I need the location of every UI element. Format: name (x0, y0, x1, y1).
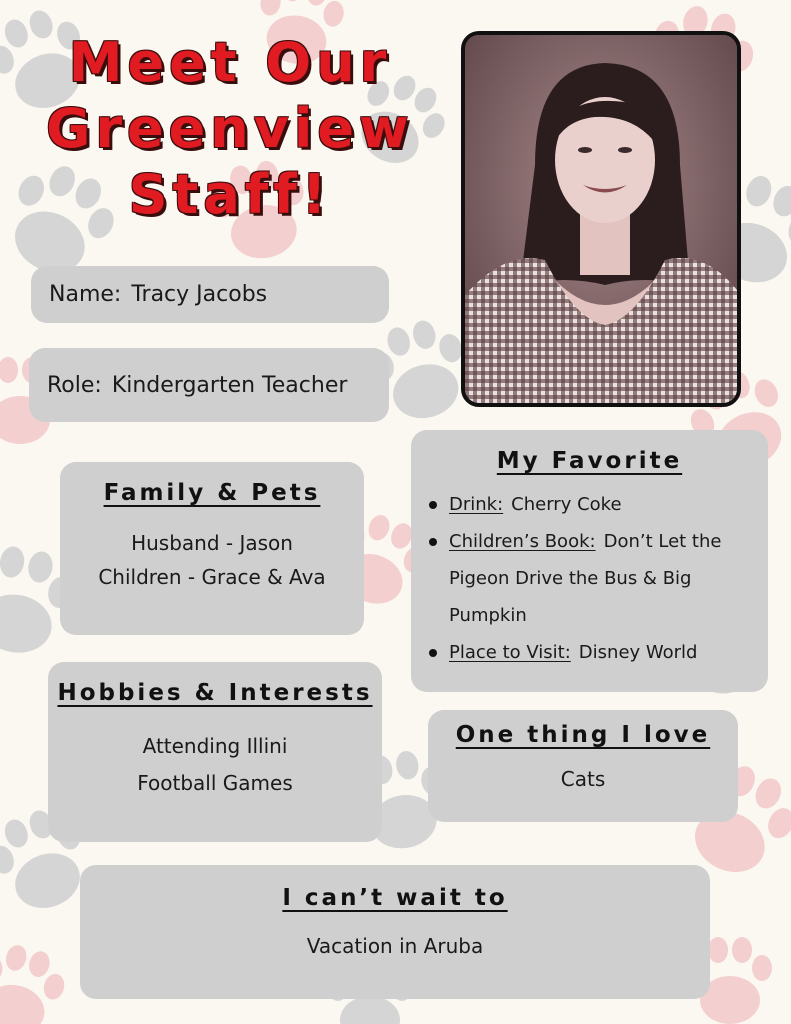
list-item (429, 486, 768, 523)
my-favorite-heading: My Favorite (496, 448, 683, 474)
title-line-3: Staff! (128, 163, 332, 226)
list-item (429, 634, 768, 671)
favorite-value: Don’t Let the Pigeon Drive the Bus & Big Pumpkin (449, 531, 722, 626)
one-thing-i-love-card (428, 710, 738, 822)
family-pets-heading: Family & Pets (103, 480, 321, 506)
name-label: Name: (49, 282, 122, 307)
hobbies-card (48, 662, 382, 842)
hobbies-body (48, 728, 382, 802)
favorite-key: Place to Visit: (449, 642, 571, 663)
page-title (20, 30, 440, 228)
role-field (29, 348, 389, 422)
my-favorite-card (411, 430, 768, 692)
name-field (31, 266, 389, 323)
hobbies-line: Attending Illini (142, 734, 288, 758)
one-thing-i-love-heading: One thing I love (455, 722, 711, 748)
paw-print-icon (0, 938, 72, 1024)
favorite-value: Cherry Coke (511, 494, 622, 515)
family-line: Children - Grace & Ava (98, 565, 326, 589)
list-item (429, 523, 768, 634)
title-line-2: Greenview (46, 97, 414, 160)
staff-photo (461, 31, 741, 407)
family-pets-body (60, 526, 364, 594)
favorite-key: Children’s Book: (449, 531, 596, 552)
favorite-list (411, 486, 768, 671)
cant-wait-card (80, 865, 710, 999)
hobbies-line: Football Games (137, 771, 293, 795)
title-line-1: Meet Our (68, 31, 392, 94)
family-pets-card (60, 462, 364, 635)
favorite-key: Drink: (449, 494, 504, 515)
family-line: Husband - Jason (131, 531, 293, 555)
cant-wait-heading: I can’t wait to (282, 885, 508, 911)
favorite-value: Disney World (578, 642, 698, 663)
role-value: Kindergarten Teacher (111, 372, 348, 398)
cant-wait-text: Vacation in Aruba (306, 934, 484, 958)
role-label: Role: (47, 372, 102, 398)
name-value: Tracy Jacobs (131, 282, 268, 307)
one-thing-i-love-text: Cats (560, 767, 606, 791)
hobbies-heading: Hobbies & Interests (57, 680, 373, 706)
